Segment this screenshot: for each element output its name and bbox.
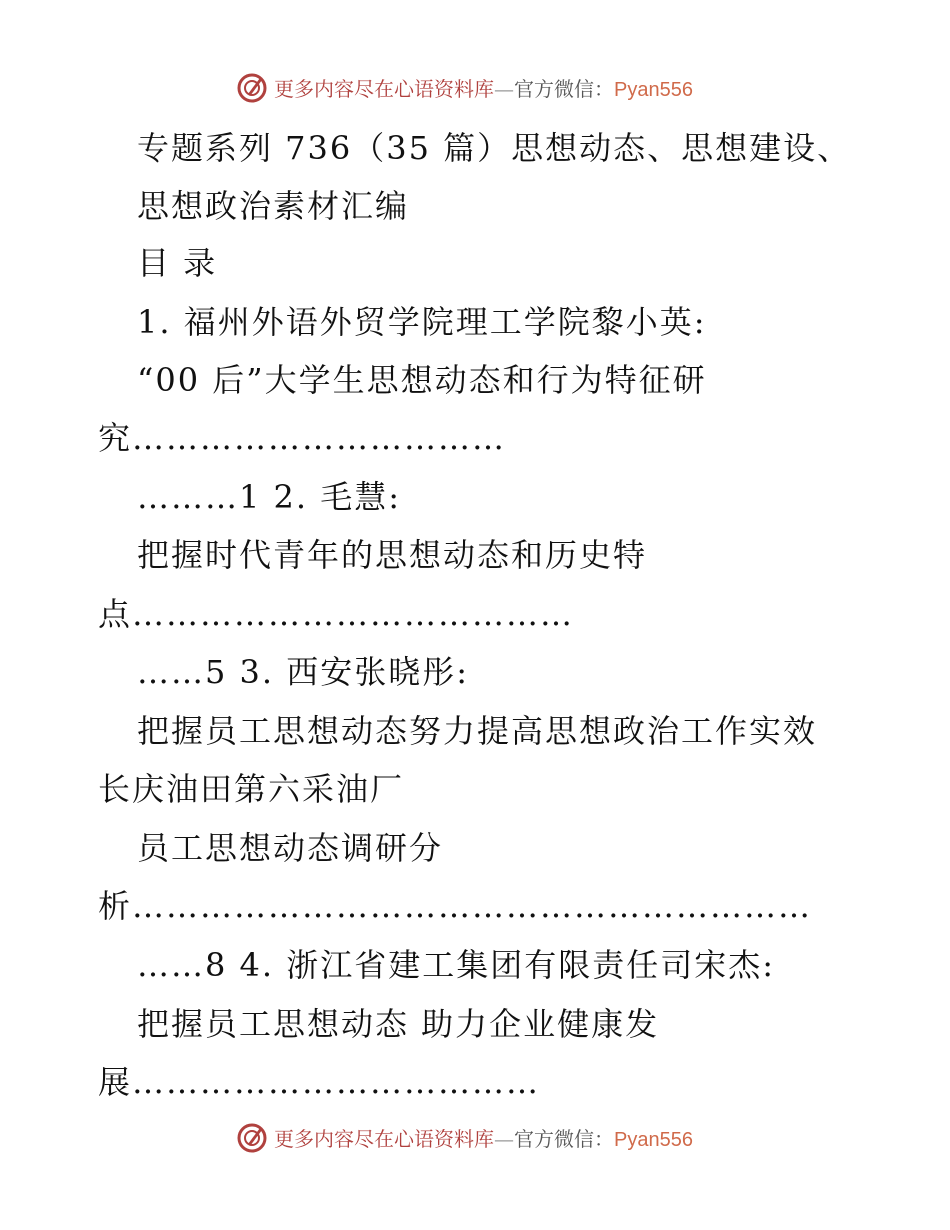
toc-heading: 目 录 [137,244,218,282]
banner-dash: — [494,77,514,101]
toc-line: 1. 福州外语外贸学院理工学院黎小英: [137,303,707,341]
toc-line: 把握员工思想动态 助力企业健康发 [137,1005,660,1043]
banner-site-text: 更多内容尽在心语资料库 [274,77,494,101]
banner-dash: — [494,1127,514,1151]
toc-line: 员工思想动态调研分 [137,829,444,867]
toc-line: 长庆油田第六采油厂 [98,770,405,808]
banner-official-text: 官方微信： [514,77,614,101]
banner-text [274,77,693,102]
footer-banner [0,1120,950,1160]
doc-title-line-1: 专题系列 736（35 篇）思想动态、思想建设、 [137,129,852,167]
quill-logo-icon [236,72,268,104]
banner-official-text: 官方微信： [514,1127,614,1151]
toc-line: 把握时代青年的思想动态和历史特 [137,536,648,574]
header-banner [0,70,950,110]
toc-line: ………1 2. 毛慧: [137,478,402,516]
toc-line: 析…………………………………………………… [98,887,813,925]
quill-logo-icon [236,1122,268,1154]
banner-site-text: 更多内容尽在心语资料库 [274,1127,494,1151]
toc-line: 展……………………………… [98,1063,541,1101]
toc-line: 把握员工思想动态努力提高思想政治工作实效 [137,712,818,750]
toc-line: ……5 3. 西安张晓彤: [137,653,470,691]
toc-line: ……8 4. 浙江省建工集团有限责任司宋杰: [137,946,776,984]
banner-text [274,1127,693,1152]
doc-title-line-2: 思想政治素材汇编 [137,187,410,225]
toc-line: “00 后”大学生思想动态和行为特征研 [137,361,707,399]
toc-line: 点………………………………… [98,595,575,633]
banner-wechat-id: Pyan556 [614,79,693,101]
toc-line: 究…………………………… [98,419,507,457]
banner-wechat-id: Pyan556 [614,1129,693,1151]
